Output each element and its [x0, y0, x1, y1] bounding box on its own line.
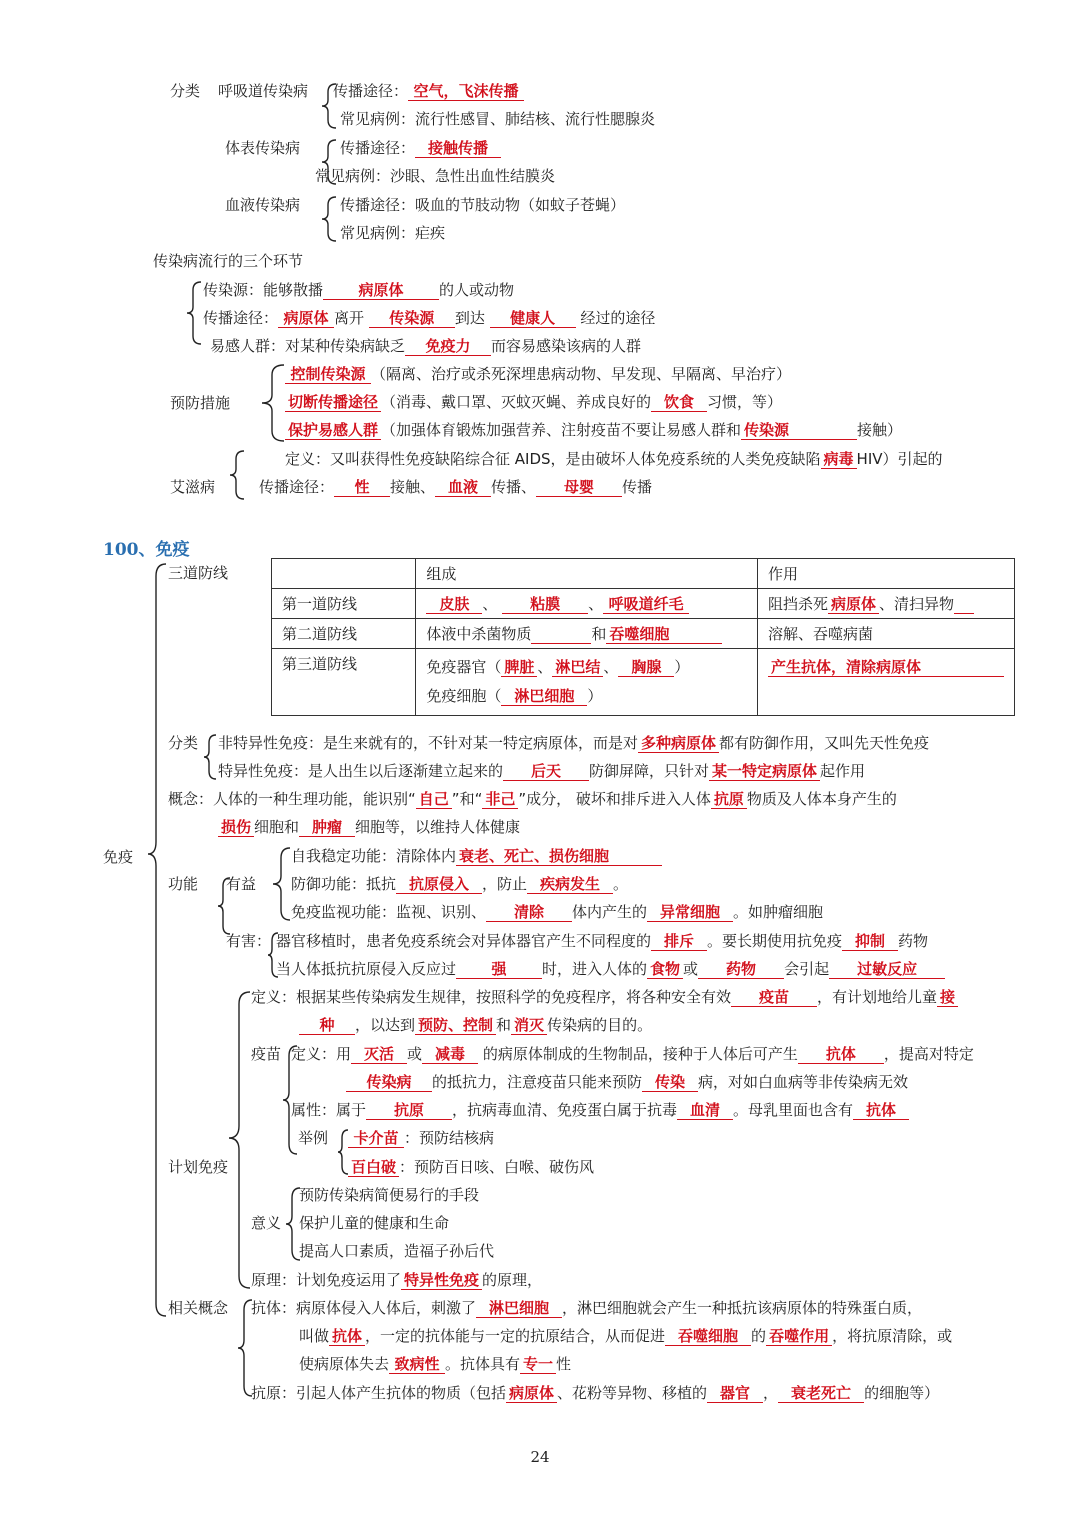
- bracket: [270, 846, 292, 922]
- header-composition: 组成: [416, 559, 758, 589]
- susceptible-group: 易感人群：对某种传染病缺乏 免疫力 而容易感染该病的人群: [210, 337, 642, 355]
- respiratory-disease: 呼吸道传染病: [218, 82, 309, 100]
- vaccine-example-1: 卡介苗 ：预防结核病: [348, 1128, 494, 1148]
- bracket: [202, 733, 218, 781]
- prevention-2: 切断传播途径 （消毒、戴口罩、灭蚊灭蝇、养成良好的 饮食 习惯，等）: [285, 392, 782, 412]
- surveillance-function: 免疫监视功能：监视、识别、 清除 体内产生的 异常细胞 。如肿瘤细胞: [291, 903, 824, 921]
- related-concepts-label: 相关概念: [168, 1299, 229, 1317]
- header-function: 作用: [758, 559, 1015, 589]
- immune-concept: 概念：人体的一种生理功能，能识别“ 自己 ”和“ 非己 ”成分， 破坏和排斥进入人体 抗原 物质及人体本身产生的: [168, 790, 897, 808]
- page-number: 24: [530, 1448, 550, 1466]
- defense-function: 防御功能：抵抗 抗原侵入 ，防止 疾病发生 。: [291, 875, 629, 893]
- antibody-definition: 抗体：病原体侵入人体后，刺激了 淋巴细胞 ，淋巴细胞就会产生一种抵抗该病原体的特殊蛋白质，: [251, 1299, 923, 1317]
- meaning-3: 提高人口素质，造福子孙后代: [299, 1242, 495, 1260]
- blood-route: 传播途径：吸血的节肢动物（如蚊子苍蝇）: [340, 196, 626, 214]
- harmful-allergy: 当人体抵抗抗原侵入反应过 强 时，进入人体的 食物 或 药物 会引起 过敏反应: [276, 959, 945, 979]
- vaccine-definition: 定义：用 灭活 或 减毒 的病原体制成的生物制品，接种于人体后可产生 抗体 ，提高对特定: [291, 1045, 974, 1063]
- defense-table: [271, 558, 1015, 716]
- row-composition: 体液中杀菌物质 和 吞噬细胞: [416, 619, 758, 649]
- aids-route: 传播途径： 性 接触、 血液 传播、 母婴 传播: [259, 478, 653, 496]
- bracket: [226, 990, 252, 1290]
- planned-definition: 定义：根据某些传染病发生规律，按照科学的免疫程序，将各种安全有效 疫苗 ，有计划地给儿童 接: [251, 987, 958, 1007]
- section-title: 100、免疫: [103, 540, 190, 560]
- immune-label: 免疫: [103, 848, 134, 866]
- row-composition: 免疫器官（ 脾脏 、 淋巴结 、 胸腺 ） 免疫细胞（ 淋巴细胞 ）: [416, 649, 758, 716]
- transmission-route: 传播途径： 病原体 离开 传染源 到达 健康人 经过的途径: [203, 309, 656, 327]
- vaccine-example-2: 百白破 ：预防百日咳、白喉、破伤风: [348, 1157, 594, 1177]
- row-function: 阻挡杀死 病原体 、清扫异物: [758, 589, 1015, 619]
- planned-immunity-label: 计划免疫: [168, 1158, 229, 1176]
- resp-route: 传播途径： 空气，飞沫传播: [333, 81, 524, 101]
- vaccine-definition-cont: 传染病 的抵抗力，注意疫苗只能来预防 传染 病，对如白血病等非传染病无效: [346, 1072, 908, 1092]
- planned-definition-cont: 种 ，以达到 预防、控制 和 消灭 传染病的目的。: [299, 1015, 652, 1035]
- immune-brace: [146, 562, 170, 1318]
- self-stability-function: 自我稳定功能：清除体内 衰老、死亡、损伤细胞: [291, 846, 662, 866]
- blood-disease: 血液传染病: [225, 196, 301, 214]
- antibody-definition-3: 使病原体失去 致病性 。抗体具有 专一 性: [299, 1355, 572, 1373]
- nonspecific-immunity: 非特异性免疫：是生来就有的，不针对某一特定病原体，而是对 多种病原体 都有防御作用，又叫先天性免疫: [218, 734, 930, 752]
- antigen-definition: 抗原：引起人体产生抗体的物质（包括 病原体 、花粉等异物、移植的 器官 ， 衰老死亡 的细胞等）: [251, 1384, 940, 1402]
- skin-disease: 体表传染病: [225, 139, 301, 157]
- row-name: 第三道防线: [272, 649, 416, 716]
- meaning-label: 意义: [251, 1214, 282, 1232]
- harmful-transplant: 器官移植时，患者免疫系统会对异体器官产生不同程度的 排斥 。要长期使用抗免疫 抑制 药物: [276, 932, 929, 950]
- beneficial-label: 有益: [226, 875, 257, 893]
- specific-immunity: 特异性免疫：是人出生以后逐渐建立起来的 后天 防御屏障，只针对 某一特定病原体 起作用: [218, 762, 866, 780]
- harmful-label: 有害：: [226, 932, 272, 950]
- row-name: 第一道防线: [272, 589, 416, 619]
- bracket: [183, 280, 203, 346]
- vaccine-label: 疫苗: [251, 1045, 282, 1063]
- meaning-1: 预防传染病简便易行的手段: [299, 1186, 480, 1204]
- vaccine-attribute: 属性：属于 抗原 ，抗病毒血清、免疫蛋白属于抗毒 血清 。母乳里面也含有 抗体: [291, 1100, 909, 1120]
- prevention-3: 保护易感人群 （加强体育锻炼加强营养、注射疫苗不要让易感人群和 传染源 接触）: [285, 420, 902, 440]
- blood-examples: 常见病例：疟疾: [340, 224, 446, 242]
- infection-source: 传染源：能够散播 病原体 的人或动物: [203, 281, 515, 299]
- prevention-label: 预防措施: [170, 394, 231, 412]
- row-name: 第二道防线: [272, 619, 416, 649]
- bracket: [318, 195, 338, 243]
- immune-classification-label: 分类: [168, 734, 199, 752]
- skin-route: 传播途径： 接触传播: [340, 138, 501, 158]
- row-function: 溶解、吞噬病菌: [758, 619, 1015, 649]
- immune-concept-cont: 损伤 细胞和 肿瘤 细胞等，以维持人体健康: [218, 817, 520, 837]
- aids-definition: 定义：又叫获得性免疫缺陷综合征 AIDS，是由破坏人体免疫系统的人类免疫缺陷 病毒 HIV）引起的: [285, 450, 943, 468]
- function-label: 功能: [168, 875, 199, 893]
- bracket: [258, 363, 286, 443]
- bracket: [226, 449, 246, 501]
- row-function: 产生抗体，清除病原体: [758, 649, 1015, 716]
- resp-examples: 常见病例：流行性感冒、肺结核、流行性腮腺炎: [340, 110, 656, 128]
- meaning-2: 保护儿童的健康和生命: [299, 1214, 450, 1232]
- vaccine-example-label: 举例: [298, 1129, 329, 1147]
- skin-examples: 常见病例：沙眼、急性出血性结膜炎: [315, 167, 556, 185]
- three-links-title: 传染病流行的三个环节: [153, 252, 304, 270]
- antibody-definition-2: 叫做 抗体 ，一定的抗体能与一定的抗原结合，从而促进 吞噬细胞 的 吞噬作用 ，将抗原清除，或: [299, 1327, 953, 1345]
- three-lines-label: 三道防线: [168, 564, 229, 582]
- aids-label: 艾滋病: [170, 478, 216, 496]
- prevention-1: 控制传染源 （隔离、治疗或杀死深埋患病动物、早发现、早隔离、早治疗）: [285, 364, 791, 384]
- classification-label: 分类: [170, 82, 201, 100]
- row-composition: 皮肤 、 粘膜 、 呼吸道纤毛: [416, 589, 758, 619]
- planned-principle: 原理：计划免疫运用了 特异性免疫 的原理，: [251, 1271, 543, 1289]
